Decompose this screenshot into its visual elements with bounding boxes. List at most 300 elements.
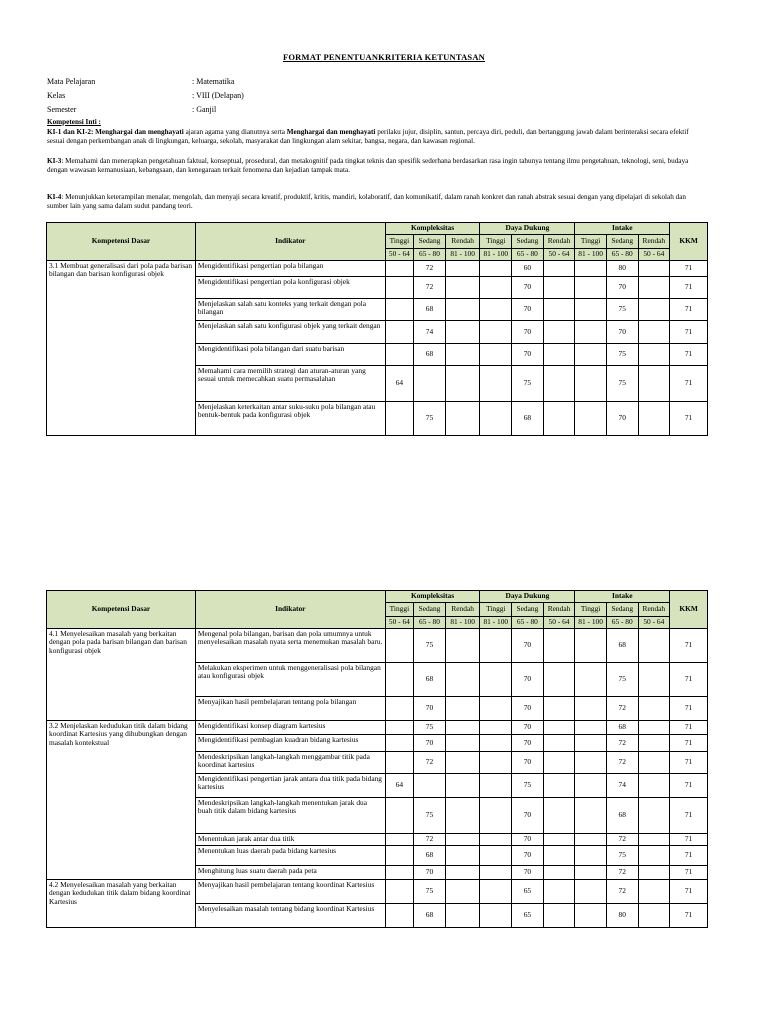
score-cell: 70 [512,277,544,299]
score-cell: 75 [606,663,638,697]
score-cell [575,697,607,721]
score-cell [543,366,575,402]
score-cell: 68 [414,299,446,321]
score-cell [638,366,670,402]
header-range: 65 - 80 [414,617,446,629]
kkm-cell: 71 [670,834,708,846]
score-cell [543,299,575,321]
header-level: Rendah [543,603,575,617]
indikator-cell: Mengidentifikasi pengertian jarak antara dua titik pada bidang kartesius [195,774,385,798]
header-level: Sedang [512,603,544,617]
score-cell [480,846,512,866]
score-cell: 75 [606,846,638,866]
score-cell: 65 [512,880,544,904]
score-cell: 70 [606,402,638,436]
score-cell [638,798,670,834]
ki-heading [47,118,707,127]
header-daya-dukung: Daya Dukung [480,223,575,235]
score-cell [414,366,446,402]
score-cell [575,735,607,752]
ki-3 [47,157,707,174]
kkm-cell: 71 [670,402,708,436]
header-intake: Intake [575,591,670,603]
score-cell [385,866,414,880]
score-cell [543,866,575,880]
score-cell [385,402,414,436]
kkm-cell: 71 [670,774,708,798]
kkm-cell: 71 [670,735,708,752]
header-kompetensi-dasar: Kompetensi Dasar [47,591,196,629]
score-cell [543,735,575,752]
header-range: 81 - 100 [480,617,512,629]
ki12-label: KI-1 dan KI-2 [47,128,91,136]
score-cell [638,880,670,904]
kkm-table-1 [46,222,708,436]
meta-label: Semester [47,105,77,114]
score-cell [480,798,512,834]
score-cell [480,321,512,344]
score-cell [480,904,512,928]
score-cell [480,299,512,321]
score-cell [480,880,512,904]
score-cell [445,880,480,904]
score-cell [480,735,512,752]
score-cell [543,774,575,798]
header-indikator: Indikator [195,591,385,629]
score-cell [543,752,575,774]
score-cell: 70 [414,697,446,721]
indikator-cell: Mengidentifikasi pengertian pola bilangan [195,261,385,277]
header-range: 50 - 64 [543,617,575,629]
header-level: Rendah [445,603,480,617]
score-cell [543,846,575,866]
kkm-cell: 71 [670,629,708,663]
header-range: 81 - 100 [445,249,480,261]
score-cell: 74 [414,321,446,344]
header-range: 81 - 100 [480,249,512,261]
score-cell [445,277,480,299]
score-cell [575,774,607,798]
score-cell [385,629,414,663]
score-cell [385,299,414,321]
meta-label: Kelas [47,91,66,100]
score-cell: 70 [606,277,638,299]
score-cell [445,321,480,344]
score-cell [575,277,607,299]
score-cell [575,629,607,663]
kkm-cell: 71 [670,697,708,721]
header-level: Rendah [638,235,670,249]
score-cell [575,846,607,866]
score-cell [575,321,607,344]
ki4-label: KI-4 [47,193,62,201]
score-cell [575,721,607,735]
score-cell: 68 [414,904,446,928]
ki4-text: : Menunjukkan keterampilan menalar, mengolah, dan menyaji secara kreatif, produktif, kritis, mandiri, kolaboratif, dan komunikatif, dalam ranah konkret dan ranah abstrak sesuai dengan yang dipelajari di sekolah dan sumber lain yang sama dalam sudut pandang teori. [47,193,686,210]
score-cell [638,834,670,846]
indikator-cell: Menentukan jarak antar dua titik [195,834,385,846]
score-cell [638,277,670,299]
score-cell [480,261,512,277]
score-cell: 70 [512,866,544,880]
score-cell: 64 [385,774,414,798]
score-cell: 70 [512,834,544,846]
score-cell [575,299,607,321]
score-cell [543,344,575,366]
score-cell [638,299,670,321]
score-cell [385,344,414,366]
score-cell [638,344,670,366]
header-range: 50 - 64 [638,617,670,629]
score-cell [638,866,670,880]
header-range: 65 - 80 [606,617,638,629]
score-cell [480,344,512,366]
indikator-cell: Menyelesaikan masalah tentang bidang koordinat Kartesius [195,904,385,928]
kkm-cell: 71 [670,277,708,299]
score-cell [575,752,607,774]
header-level: Tinggi [575,235,607,249]
score-cell: 68 [414,846,446,866]
indikator-cell: Menjelaskan salah satu konteks yang terkait dengan pola bilangan [195,299,385,321]
score-cell [414,774,446,798]
header-intake: Intake [575,223,670,235]
score-cell: 75 [414,721,446,735]
score-cell [575,834,607,846]
score-cell [638,904,670,928]
header-range: 65 - 80 [414,249,446,261]
score-cell [385,663,414,697]
score-cell: 72 [606,697,638,721]
score-cell: 72 [606,735,638,752]
table-row [47,880,708,904]
header-level: Tinggi [575,603,607,617]
ki12-bold1: : Menghargai dan menghayati [90,128,184,136]
kkm-cell: 71 [670,299,708,321]
score-cell [575,366,607,402]
score-cell [543,261,575,277]
header-range: 50 - 64 [385,249,414,261]
score-cell [445,697,480,721]
score-cell: 68 [606,629,638,663]
score-cell: 72 [606,752,638,774]
score-cell: 72 [414,277,446,299]
score-cell: 72 [414,834,446,846]
indikator-cell: Menyajikan hasil pembelajaran tentang koordinat Kartesius [195,880,385,904]
indikator-cell: Mengidentifikasi pola bilangan dari suatu barisan [195,344,385,366]
kkm-cell: 71 [670,866,708,880]
meta-label: Mata Pelajaran [47,77,96,86]
score-cell [575,402,607,436]
kkm-cell: 71 [670,321,708,344]
ki12-bold2: Menghargai dan menghayati [286,128,376,136]
score-cell [638,261,670,277]
kkm-cell: 71 [670,344,708,366]
score-cell: 75 [414,880,446,904]
score-cell [445,774,480,798]
score-cell [445,846,480,866]
header-range: 65 - 80 [606,249,638,261]
score-cell: 68 [512,402,544,436]
score-cell [575,663,607,697]
score-cell [543,663,575,697]
score-cell [445,866,480,880]
score-cell [480,866,512,880]
header-kompleksitas: Kompleksitas [385,223,480,235]
ki12-text2: perilaku jujur, disiplin, santun, percaya diri, peduli, dan bertanggung jawab dalam berinteraksi secara efektif sesuai dengan perkembangan anak di lingkungan, keluarga, sekolah, masyarakat dan lingkungan alam sekitar, bangsa, negara, dan kawasan regional. [47,128,689,145]
score-cell [543,904,575,928]
score-cell [543,629,575,663]
score-cell: 75 [512,774,544,798]
score-cell: 70 [414,866,446,880]
indikator-cell: Mengenal pola bilangan, barisan dan pola umumnya untuk menyelesaikan masalah nyata serta menemukan masalah baru. [195,629,385,663]
score-cell [575,904,607,928]
kkm-cell: 71 [670,904,708,928]
score-cell [638,846,670,866]
kompetensi-dasar-cell: 3.1 Membuat generalisasi dari pola pada barisan bilangan dan barisan konfigurasi objek [47,261,196,436]
header-level: Tinggi [385,603,414,617]
header-indikator: Indikator [195,223,385,261]
indikator-cell: Mendeskripsikan langkah-langkah menggambar titik pada koordinat kartesius [195,752,385,774]
score-cell [385,752,414,774]
score-cell [638,721,670,735]
score-cell: 70 [512,629,544,663]
score-cell [385,846,414,866]
score-cell: 70 [512,321,544,344]
score-cell: 70 [512,798,544,834]
score-cell [543,697,575,721]
score-cell: 70 [414,735,446,752]
table-row [47,721,708,735]
table-row [47,261,708,277]
score-cell [575,261,607,277]
ki-heading-text: Kompetensi Inti : [47,118,101,126]
meta-value: : VIII (Delapan) [192,91,244,100]
header-kompetensi-dasar: Kompetensi Dasar [47,223,196,261]
score-cell [385,277,414,299]
indikator-cell: Menyajikan hasil pembelajaran tentang pola bilangan [195,697,385,721]
kkm-cell: 71 [670,366,708,402]
header-level: Sedang [414,235,446,249]
table-row [47,629,708,663]
kkm-cell: 71 [670,798,708,834]
header-level: Sedang [512,235,544,249]
kkm-cell: 71 [670,261,708,277]
header-level: Tinggi [480,603,512,617]
header-range: 81 - 100 [575,617,607,629]
score-cell [385,798,414,834]
score-cell [543,402,575,436]
score-cell: 65 [512,904,544,928]
score-cell: 68 [606,721,638,735]
score-cell [575,880,607,904]
header-range: 50 - 64 [638,249,670,261]
score-cell: 75 [414,629,446,663]
header-kompleksitas: Kompleksitas [385,591,480,603]
ki3-text: : Memahami dan menerapkan pengetahuan faktual, konseptual, prosedural, dan metakognitif pada tingkat teknis dan spesifik sederhana berdasarkan rasa ingin tahunya tentang ilmu pengetahuan, teknologi, seni, budaya dengan wawasan kemanusiaan, kebangsaan, dan kenegaraan terkait fenomena dan kejadian tampak mata. [47,157,689,174]
kkm-cell: 71 [670,880,708,904]
score-cell [543,721,575,735]
score-cell [543,880,575,904]
score-cell: 70 [606,321,638,344]
score-cell [385,721,414,735]
score-cell [445,663,480,697]
score-cell: 70 [512,663,544,697]
header-range: 50 - 64 [543,249,575,261]
kkm-cell: 71 [670,846,708,866]
score-cell [543,277,575,299]
indikator-cell: Mengidentifikasi pengertian pola konfigurasi objek [195,277,385,299]
header-level: Tinggi [385,235,414,249]
indikator-cell: Menentukan luas daerah pada bidang kartesius [195,846,385,866]
header-range: 65 - 80 [512,617,544,629]
score-cell [480,834,512,846]
header-level: Rendah [543,235,575,249]
score-cell: 74 [606,774,638,798]
score-cell [480,697,512,721]
score-cell: 72 [606,834,638,846]
score-cell: 68 [414,663,446,697]
score-cell: 70 [512,752,544,774]
indikator-cell: Mengidentifikasi konsep diagram kartesius [195,721,385,735]
header-level: Rendah [638,603,670,617]
score-cell [385,834,414,846]
score-cell: 70 [512,735,544,752]
score-cell [385,697,414,721]
header-level: Rendah [445,235,480,249]
score-cell [638,663,670,697]
ki-4 [47,193,707,210]
score-cell: 80 [606,904,638,928]
ki3-label: KI-3 [47,157,62,165]
score-cell [480,277,512,299]
score-cell [638,629,670,663]
page-title: FORMAT PENENTUANKRITERIA KETUNTASAN [282,52,486,62]
score-cell [445,834,480,846]
score-cell [445,344,480,366]
header-row-groups [47,223,708,235]
score-cell: 72 [414,752,446,774]
score-cell [575,344,607,366]
header-range: 65 - 80 [512,249,544,261]
kkm-cell: 71 [670,721,708,735]
header-level: Tinggi [480,235,512,249]
score-cell: 75 [606,344,638,366]
score-cell [480,774,512,798]
score-cell [638,735,670,752]
header-level: Sedang [414,603,446,617]
score-cell: 75 [606,366,638,402]
score-cell: 70 [512,721,544,735]
header-range: 81 - 100 [575,249,607,261]
score-cell [445,402,480,436]
indikator-cell: Menghitung luas suatu daerah pada peta [195,866,385,880]
score-cell: 70 [512,344,544,366]
score-cell: 68 [606,798,638,834]
score-cell [480,629,512,663]
header-range: 81 - 100 [445,617,480,629]
score-cell: 68 [414,344,446,366]
score-cell: 64 [385,366,414,402]
header-level: Sedang [606,235,638,249]
score-cell [638,774,670,798]
score-cell [445,366,480,402]
ki12-text1: ajaran agama yang dianutnya serta [183,128,287,136]
score-cell [445,752,480,774]
header-row-groups [47,591,708,603]
header-kkm: KKM [670,223,708,261]
score-cell: 70 [512,697,544,721]
indikator-cell: Menjelaskan keterkaitan antar suku-suku pola bilangan atau bentuk-bentuk pada konfigurasi objek [195,402,385,436]
kkm-cell: 71 [670,752,708,774]
score-cell [385,880,414,904]
score-cell [480,663,512,697]
score-cell [385,321,414,344]
score-cell [445,798,480,834]
score-cell: 72 [606,880,638,904]
header-range: 50 - 64 [385,617,414,629]
kompetensi-dasar-cell: 4.1 Menyelesaikan masalah yang berkaitan dengan pola pada barisan bilangan dan barisan konfigurasi objek [47,629,196,721]
score-cell [445,299,480,321]
score-cell [445,735,480,752]
score-cell: 72 [414,261,446,277]
score-cell: 75 [512,366,544,402]
score-cell [638,697,670,721]
score-cell [385,261,414,277]
score-cell [638,752,670,774]
indikator-cell: Menjelaskan salah satu konfigurasi objek yang terkait dengan [195,321,385,344]
header-daya-dukung: Daya Dukung [480,591,575,603]
score-cell [575,866,607,880]
header-kkm: KKM [670,591,708,629]
header-level: Sedang [606,603,638,617]
score-cell [445,629,480,663]
score-cell [543,798,575,834]
score-cell: 75 [414,402,446,436]
score-cell: 72 [606,866,638,880]
score-cell [638,402,670,436]
score-cell [445,904,480,928]
kompetensi-dasar-cell: 4.2 Menyelesaikan masalah yang berkaitan dengan kedudukan titik dalam bidang koordinat Kartesius [47,880,196,928]
score-cell [575,798,607,834]
score-cell [480,366,512,402]
score-cell: 75 [414,798,446,834]
indikator-cell: Mendeskripsikan langkah-langkah menentukan jarak dua buah titik dalam bidang kartesius [195,798,385,834]
score-cell [385,735,414,752]
score-cell [445,721,480,735]
score-cell: 70 [512,846,544,866]
kkm-cell: 71 [670,663,708,697]
score-cell [543,321,575,344]
score-cell [480,402,512,436]
ki-12 [47,128,707,145]
indikator-cell: Mengidentifikasi pembagian kuadran bidang kartesius [195,735,385,752]
score-cell [638,321,670,344]
indikator-cell: Memahami cara memilih strategi dan aturan-aturan yang sesuai untuk memecahkan suatu permasalahan [195,366,385,402]
score-cell: 70 [512,299,544,321]
kkm-table-2 [46,590,708,928]
score-cell [480,721,512,735]
indikator-cell: Melakukan eksperimen untuk menggeneralisasi pola bilangan atau konfigurasi objek [195,663,385,697]
score-cell [385,904,414,928]
score-cell [445,261,480,277]
kompetensi-dasar-cell: 3.2 Menjelaskan kedudukan titik dalam bidang koordinat Kartesius yang dihubungkan dengan masalah kontekstual [47,721,196,880]
score-cell [543,834,575,846]
meta-value: : Matematika [192,77,235,86]
score-cell [480,752,512,774]
score-cell: 60 [512,261,544,277]
meta-value: : Ganjil [192,105,217,114]
score-cell: 80 [606,261,638,277]
